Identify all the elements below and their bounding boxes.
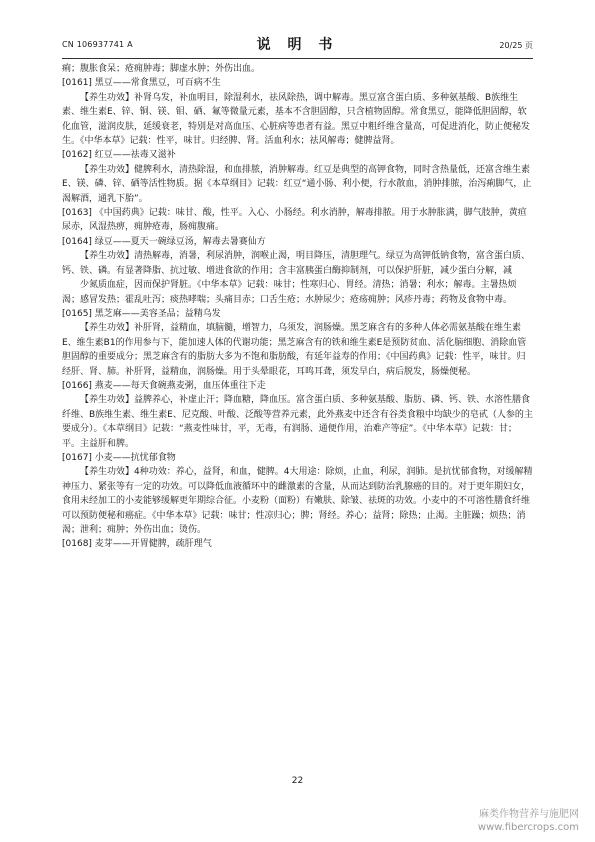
section-heading-0162: [0162] 红豆——祛毒又滋补 [62,150,176,161]
paragraph-black-bean: 【养生功效】补肾乌发，补血明目，除湿利水，祛风除热，调中解毒。黑豆富含蛋白质、多种氨基酸、B族维生素、维生素E、锌、铜、镁、钼、硒、氟等微量元素，基本不含胆固醇，只含植物固醇。常食黑豆，能降低胆固醇，软化血管，滋润皮肤，延缓衰老，特别是对高血压、心脏病等患者有益。黑豆中粗纤维含量高，可促进消化，防止便秘发生。《中华本草》记载：性平，味甘。归经脾、肾。活血利水；祛风解毒；健脾益肾。 [62,92,531,147]
patent-number: CN 106937741 A [62,40,133,49]
document-body [62,62,533,552]
section-heading-0168: [0168] 麦芽——开胃健脾，疏肝理气 [62,539,212,550]
paragraph-oat: 【养生功效】益脾养心，补虚止汗；降血糖，降血压。富含蛋白质、多种氨基酸、脂肪、磷、钙、铁、水溶性膳食纤维、B族维生素、维生素E、尼克酸、叶酸、泛酸等营养元素，此外燕麦中还含有谷类食粮中均缺少的皂甙（人参的主要成分）。《本草纲目》记载：“燕麦性味甘，平，无毒，有润肠、通便作用，治难产等症”。《中华本草》记载：甘；平。主益肝和脾。 [62,395,533,449]
section-heading-0166: [0166] 燕麦——每天食碗燕麦粥，血压体重往下走 [62,380,266,391]
header-rule [62,58,533,59]
section-paragraph-0163: [0163] 《中国药典》记载：味甘、酸，性平。入心、小肠经。利水消肿，解毒排脓。用于水肿胀满，脚气肢肿，黄疸尿赤，风湿热痹，痈肿疮毒，肠痈腹痛。 [62,208,527,233]
page-number: 22 [291,776,304,786]
section-heading-0161: [0161] 黑豆——常食黑豆，可百病不生 [62,78,221,89]
paragraph-mung-bean-continued: 少氮质血症，因而保护肾脏。《中华本草》记载：味甘；性寒归心、胃经。清热；消暑；利水；解毒。主暑热烦渴；感冒发热；霍乱吐泻；痰热哮喘；头痛目赤；口舌生疮；水肿尿少；疮疡痈肿；风疹丹毒；药物及食物中毒。 [62,280,517,305]
paragraph-mung-bean: 【养生功效】清热解毒，消暑，利尿消肿，润喉止渴，明目降压，清胆理气。绿豆为高钾低钠食物，富含蛋白质、钙、铁、磷。有显著降脂、抗过敏、增进食欲的作用；含丰富胰蛋白酶抑制剂，可以保护肝脏，减少蛋白分解，减 [62,251,531,276]
document-title: 说 明 书 [256,37,339,53]
paragraph-black-sesame: 【养生功效】补肝肾，益精血，填脑髓，增智力，乌须发，润肠燥。黑芝麻含有的多种人体必需氨基酸在维生素E、维生素B1的作用参与下，能加速人体的代谢功能；黑芝麻含有的铁和维生素E是预防贫血、活化脑细胞、消除血管胆固醇的重要成分；黑芝麻含有的脂肪大多为不饱和脂肪酸，有延年益寿的作用；《中国药典》记载：性平，味甘。归经肝、肾、肺。补肝肾，益精血，润肠燥。用于头晕眼花，耳鸣耳聋，须发早白，病后脱发，肠燥便秘。 [62,323,527,377]
page-header [62,34,533,56]
watermark [478,808,579,834]
watermark-url: www.fibercrops.com [477,822,579,833]
paragraph-red-bean: 【养生功效】健脾利水，清热除湿，和血排脓，消肿解毒。红豆是典型的高钾食物，同时含热量低，还富含维生素E、镁、磷、锌、硒等活性物质。据《本草纲目》记载：红豆“通小肠、利小便，行水散血，消肿排脓，治泻痢脚气，止渴解酒，通乳下胎”。 [62,164,532,204]
section-heading-0167: [0167] 小麦——抗忧郁食物 [62,452,176,463]
paragraph-wheat: 【养生功效】4种功效：养心，益肾，和血，健脾。4大用途：除烦，止血，利尿，润肺。是抗忧郁食物，对缓解精神压力、紧张等有一定的功效。可以降低血液循环中的雌激素的含量，从而达到防治乳腺癌的目的。对于更年期妇女，食用未经加工的小麦能够缓解更年期综合征。小麦粉（面粉）有嫩肤、除皱、祛斑的功效。小麦中的不可溶性膳食纤维可以预防便秘和癌症。《中华本草》记载：味甘；性凉归心；脾；肾经。养心；益肾；除热；止渴。主脏躁；烦热；消渴；泄利；痈肿；外伤出血；烫伤。 [62,467,533,535]
section-heading-0164: [0164] 绿豆——夏天一碗绿豆汤，解毒去暑赛仙方 [62,236,266,247]
text-line: 痢；腹胀食呆；疮痈肿毒；脚虚水肿；外伤出血。 [62,64,261,74]
section-heading-0165: [0165] 黑芝麻——美容圣品；益精乌发 [62,308,221,319]
watermark-title: 麻类作物营养与施肥网 [479,809,579,820]
page-count: 20/25 页 [499,41,533,50]
